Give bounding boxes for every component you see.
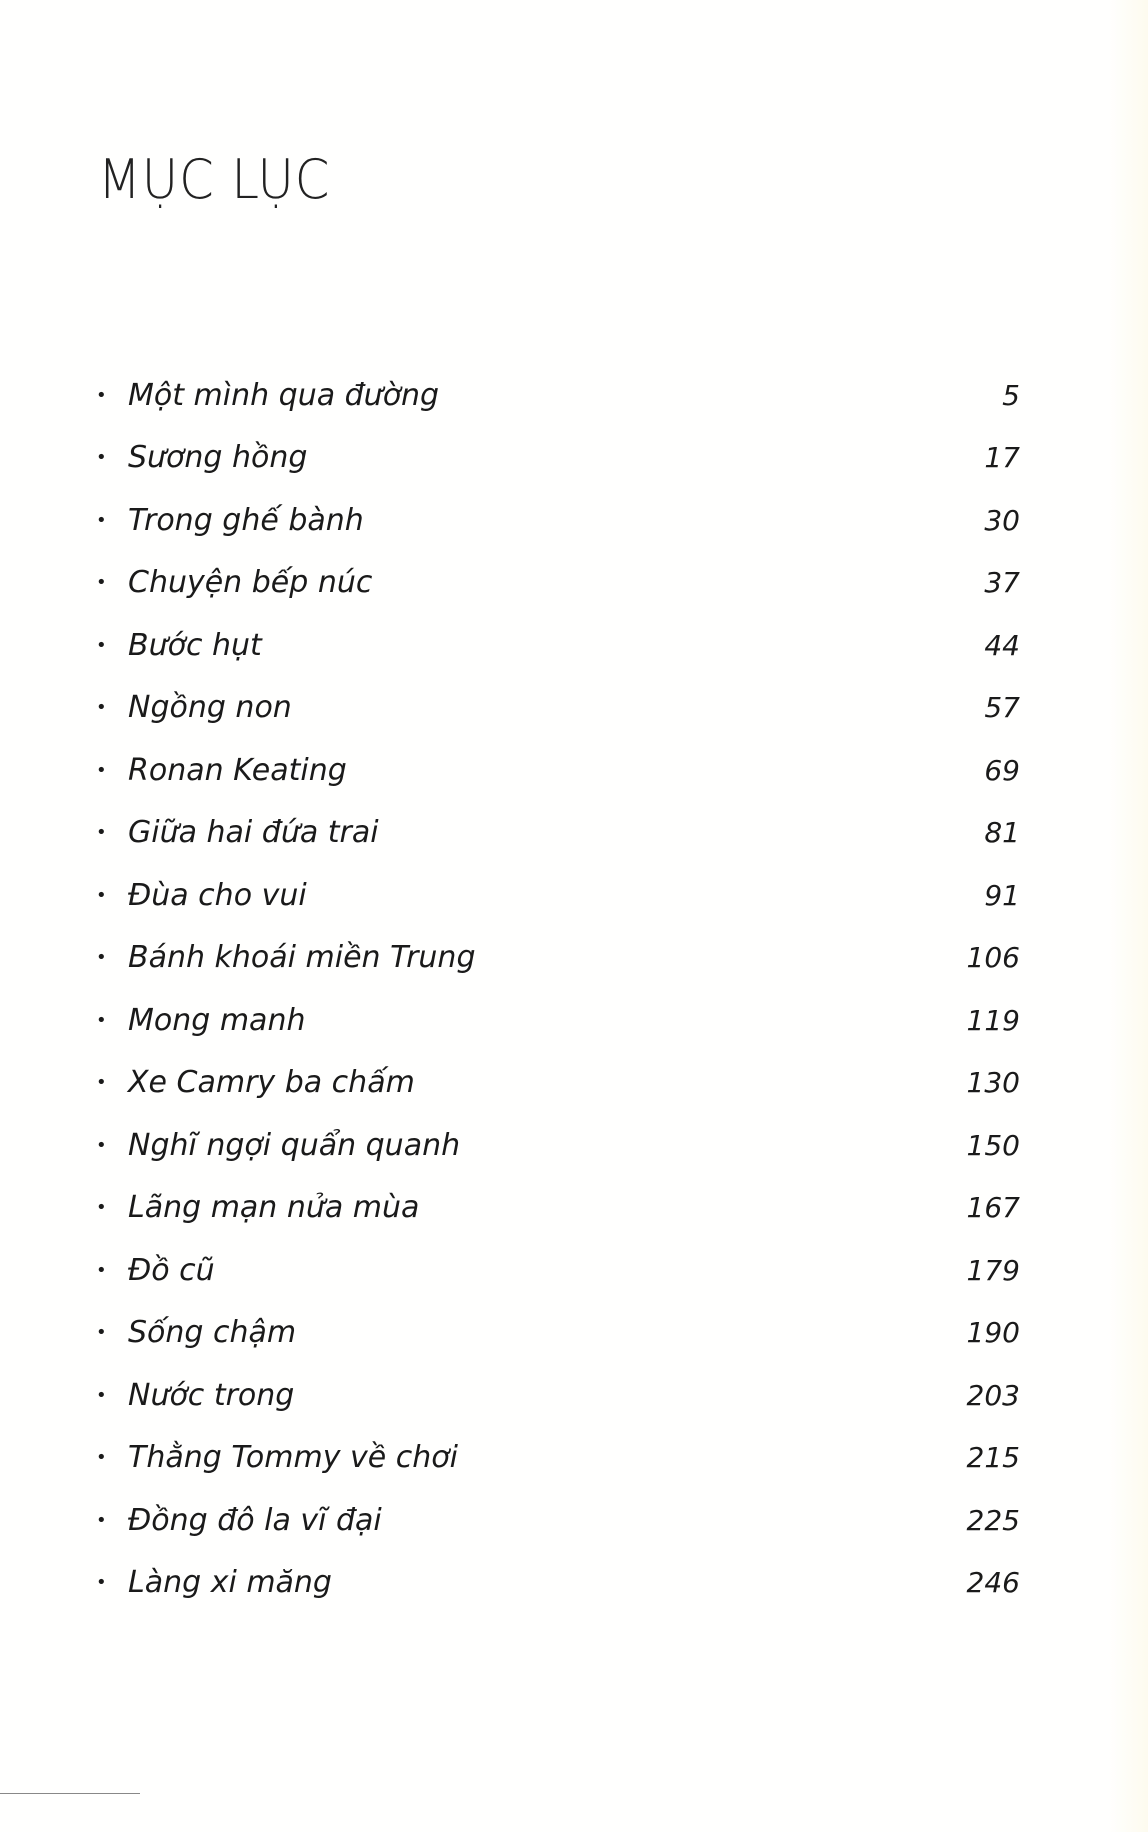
bullet-icon: •: [96, 634, 107, 656]
toc-entry: [96, 927, 1020, 990]
bullet-icon: •: [96, 1134, 107, 1156]
toc-entry-title: Thằng Tommy về chơi: [128, 1440, 458, 1476]
toc-entry-page: 5: [1002, 378, 1020, 412]
toc-entry-title: Xe Camry ba chấm: [128, 1065, 415, 1101]
toc-entry-page: 179: [966, 1253, 1020, 1287]
toc-entry-page: 91: [984, 878, 1020, 912]
bullet-icon: •: [96, 822, 107, 844]
bullet-icon: •: [96, 759, 107, 781]
bullet-icon: •: [96, 572, 107, 594]
toc-entry: [96, 989, 1020, 1052]
table-of-contents: [96, 364, 1020, 1614]
toc-entry-title: Nghĩ ngợi quẩn quanh: [128, 1127, 461, 1163]
toc-entry: [96, 1302, 1020, 1365]
toc-entry: [96, 1052, 1020, 1115]
bullet-icon: •: [96, 947, 107, 969]
toc-entry: [96, 1552, 1020, 1615]
toc-entry-page: 37: [984, 566, 1020, 600]
toc-entry-title: Chuyện bếp núc: [128, 565, 373, 601]
toc-entry-title: Đồng đô la vĩ đại: [128, 1502, 382, 1538]
toc-entry: [96, 427, 1020, 490]
bullet-icon: •: [96, 509, 107, 531]
bullet-icon: •: [96, 384, 107, 406]
bullet-icon: •: [96, 1447, 107, 1469]
toc-entry-title: Mong manh: [128, 1002, 306, 1038]
toc-entry: [96, 614, 1020, 677]
bullet-icon: •: [96, 1384, 107, 1406]
toc-entry-title: Bánh khoái miền Trung: [128, 940, 476, 976]
toc-entry-title: Đùa cho vui: [128, 877, 307, 913]
bullet-icon: •: [96, 1509, 107, 1531]
toc-entry-page: 44: [984, 628, 1020, 662]
toc-entry: [96, 1114, 1020, 1177]
bullet-icon: •: [96, 1259, 107, 1281]
toc-entry: [96, 739, 1020, 802]
toc-entry-page: 190: [966, 1316, 1020, 1350]
toc-entry-title: Ronan Keating: [128, 752, 347, 788]
toc-entry-title: Đồ cũ: [128, 1252, 215, 1288]
bullet-icon: •: [96, 1009, 107, 1031]
toc-entry-title: Một mình qua đường: [128, 377, 440, 413]
toc-entry-page: 69: [984, 753, 1020, 787]
toc-entry: [96, 1239, 1020, 1302]
toc-entry: [96, 1427, 1020, 1490]
toc-entry-page: 119: [966, 1003, 1020, 1037]
bullet-icon: •: [96, 1322, 107, 1344]
footer-rule: [0, 1793, 140, 1794]
toc-entry-page: 215: [966, 1441, 1020, 1475]
toc-entry-page: 246: [966, 1566, 1020, 1600]
toc-entry: [96, 1177, 1020, 1240]
toc-entry-page: 203: [966, 1378, 1020, 1412]
toc-entry: [96, 864, 1020, 927]
toc-entry: [96, 489, 1020, 552]
toc-entry-page: 57: [984, 691, 1020, 725]
page-edge: [1108, 0, 1148, 1832]
toc-entry-page: 130: [966, 1066, 1020, 1100]
toc-entry-page: 150: [966, 1128, 1020, 1162]
toc-entry-title: Làng xi măng: [128, 1565, 332, 1601]
page-title: MỤC LỤC: [98, 148, 331, 211]
toc-entry-page: 167: [966, 1191, 1020, 1225]
toc-entry-title: Lãng mạn nửa mùa: [128, 1190, 420, 1226]
toc-entry-title: Bước hụt: [128, 627, 262, 663]
toc-entry: [96, 552, 1020, 615]
toc-entry-page: 30: [984, 503, 1020, 537]
bullet-icon: •: [96, 1572, 107, 1594]
bullet-icon: •: [96, 447, 107, 469]
toc-entry-page: 225: [966, 1503, 1020, 1537]
toc-entry: [96, 677, 1020, 740]
toc-entry: [96, 364, 1020, 427]
toc-entry-title: Sương hồng: [128, 440, 308, 476]
toc-entry: [96, 1364, 1020, 1427]
toc-entry-title: Trong ghế bành: [128, 502, 364, 538]
toc-entry-title: Giữa hai đứa trai: [128, 815, 379, 851]
toc-entry-title: Sống chậm: [128, 1315, 297, 1351]
bullet-icon: •: [96, 884, 107, 906]
bullet-icon: •: [96, 1197, 107, 1219]
toc-entry-title: Nước trong: [128, 1377, 295, 1413]
toc-entry: [96, 1489, 1020, 1552]
toc-entry-title: Ngồng non: [128, 690, 292, 726]
toc-entry-page: 17: [984, 441, 1020, 475]
toc-entry-page: 106: [966, 941, 1020, 975]
bullet-icon: •: [96, 697, 107, 719]
bullet-icon: •: [96, 1072, 107, 1094]
toc-entry-page: 81: [984, 816, 1020, 850]
toc-entry: [96, 802, 1020, 865]
